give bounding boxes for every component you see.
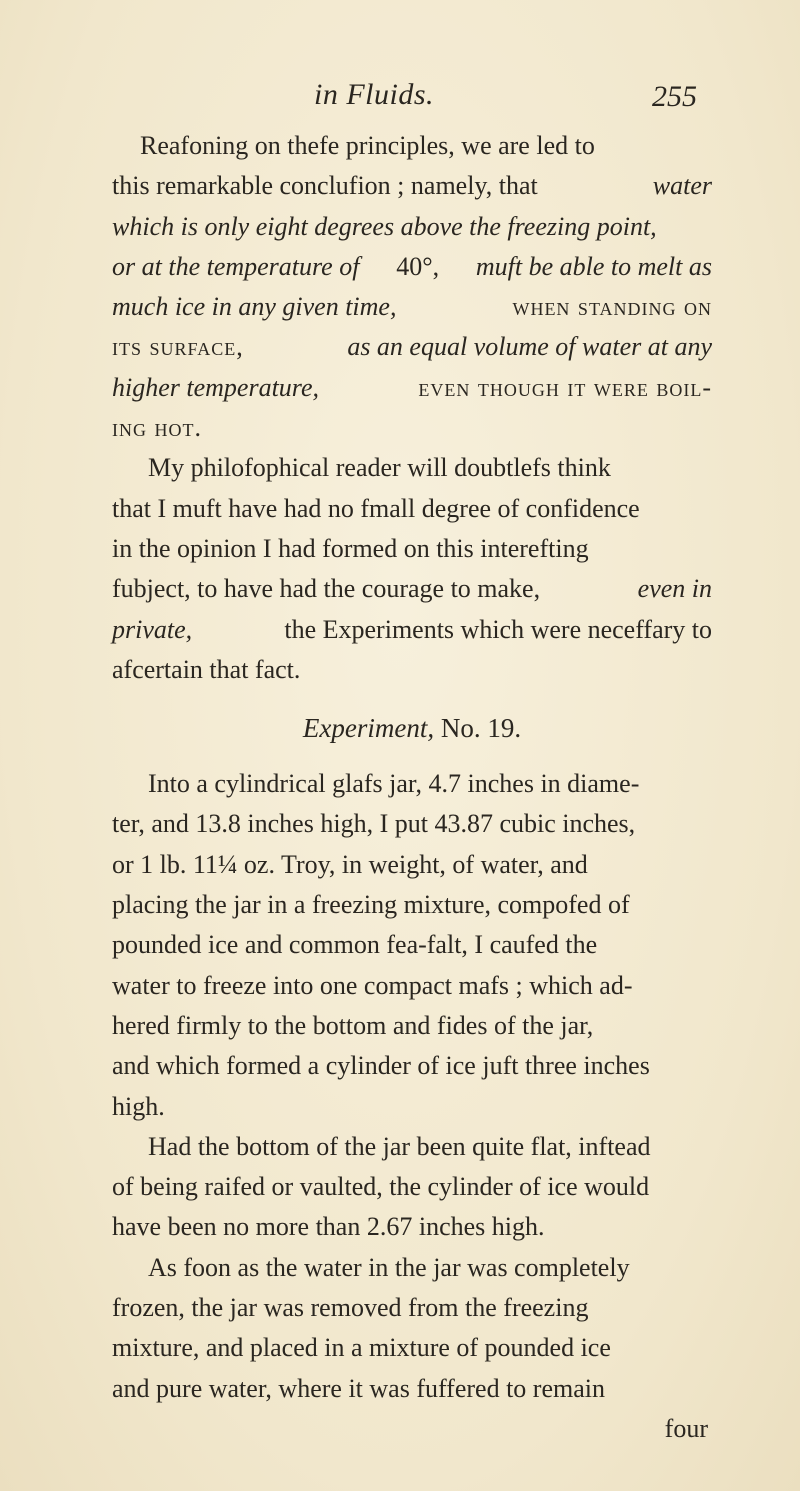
text-run: or 1 lb. 11¼ oz. Troy, in weight, of water, and — [112, 849, 588, 879]
text-line — [112, 207, 712, 247]
text-line — [112, 925, 712, 965]
small-caps-run: ing hot. — [112, 413, 202, 443]
catchword: four — [664, 1413, 708, 1443]
text-run: of being raifed or vaulted, the cylinder of ice would — [112, 1172, 650, 1202]
paragraph-experiment — [112, 764, 712, 1127]
text-line — [112, 1328, 712, 1368]
experiment-label: Experiment, — [302, 713, 435, 744]
text-line — [112, 1288, 712, 1328]
text-line — [112, 845, 712, 885]
text-run: My philofophical reader will doubtlefs think — [148, 453, 611, 483]
small-caps-run: its surface, — [112, 332, 244, 362]
text-line — [112, 529, 712, 569]
text-line — [112, 327, 712, 367]
text-run: Into a cylindrical glafs jar, 4.7 inches in diame- — [148, 769, 640, 799]
text-line — [112, 126, 712, 166]
text-run: placing the jar in a freezing mixture, compofed of — [112, 890, 630, 920]
text-run: and which formed a cylinder of ice juft three inches — [112, 1051, 650, 1081]
text-line — [112, 1248, 712, 1288]
text-line — [112, 368, 712, 408]
text-run: high. — [112, 1091, 165, 1121]
text-run: fubject, to have had the courage to make, — [112, 574, 541, 604]
page-header — [0, 78, 800, 128]
text-run: As foon as the water in the jar was completely — [148, 1252, 630, 1282]
text-run: mixture, and placed in a mixture of pounded ice — [112, 1333, 611, 1363]
text-line — [112, 166, 712, 206]
text-run: pounded ice and common fea-falt, I caufed the — [112, 930, 598, 960]
text-line — [112, 448, 712, 488]
text-line — [112, 1127, 712, 1167]
text-line — [112, 1167, 712, 1207]
italic-run: or at the temperature of — [112, 251, 360, 281]
text-run: hered firmly to the bottom and fides of the jar, — [112, 1010, 594, 1040]
text-line — [112, 650, 712, 690]
small-caps-run: when standing on — [512, 292, 712, 322]
catchword-line — [112, 1409, 712, 1449]
text-run: have been no more than 2.67 inches high. — [112, 1212, 545, 1242]
small-caps-run: even though it were boil- — [418, 372, 712, 402]
page-number: 255 — [652, 80, 697, 113]
paragraph-reasoning — [112, 126, 712, 448]
text-line — [112, 489, 712, 529]
text-line — [112, 1207, 712, 1247]
experiment-heading — [112, 690, 712, 764]
text-line — [112, 247, 712, 287]
italic-run: as an equal volume of water at any — [347, 332, 712, 362]
text-run: that I muft have had no fmall degree of confidence — [112, 493, 640, 523]
text-run: Had the bottom of the jar been quite flat, inftead — [148, 1131, 651, 1161]
paragraph-frozen — [112, 1248, 712, 1409]
text-run: afcertain that fact. — [112, 654, 301, 684]
text-line — [112, 1006, 712, 1046]
text-line — [112, 885, 712, 925]
text-line — [112, 610, 712, 650]
text-line — [112, 966, 712, 1006]
italic-run: private, — [112, 614, 193, 644]
running-title: in Fluids. — [314, 78, 435, 111]
text-line — [112, 804, 712, 844]
text-run: Reafoning on thefe principles, we are led to — [140, 131, 595, 160]
text-line — [112, 569, 712, 609]
text-line — [112, 764, 712, 804]
text-run: in the opinion I had formed on this interefting — [112, 533, 589, 563]
text-run: this remarkable conclufion ; namely, that — [112, 171, 538, 201]
experiment-number: No. 19. — [440, 713, 522, 744]
text-line — [112, 1369, 712, 1409]
italic-run: even in — [637, 574, 712, 604]
paragraph-flat-bottom — [112, 1127, 712, 1248]
text-run: frozen, the jar was removed from the freezing — [112, 1293, 589, 1323]
text-run: and pure water, where it was fuffered to remain — [112, 1373, 605, 1403]
italic-run: muft be able to melt as — [475, 251, 712, 281]
text-line — [112, 1087, 712, 1127]
text-line — [112, 408, 712, 448]
italic-run: which is only eight degrees above the freezing point, — [112, 211, 657, 241]
text-line — [112, 1046, 712, 1086]
page-body — [112, 126, 712, 1449]
text-line — [112, 287, 712, 327]
text-run: the Experiments which were neceffary to — [284, 614, 712, 644]
text-run: 40°, — [396, 251, 440, 281]
italic-run: higher temperature, — [112, 372, 319, 402]
paragraph-confidence — [112, 448, 712, 690]
text-run: water to freeze into one compact mafs ; which ad- — [112, 970, 633, 1000]
text-run: ter, and 13.8 inches high, I put 43.87 cubic inches, — [112, 809, 636, 839]
italic-run: much ice in any given time, — [112, 292, 397, 322]
italic-run: water — [652, 171, 712, 201]
